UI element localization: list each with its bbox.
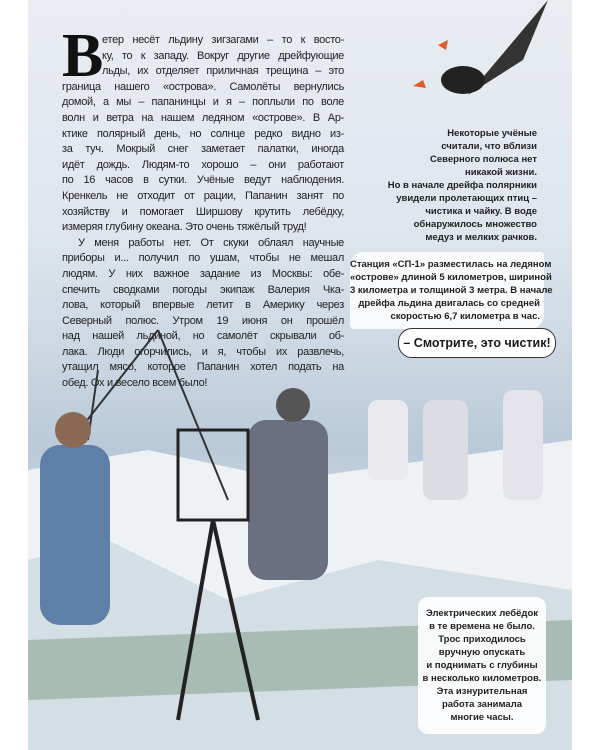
text-line: Северный полюс. Утром 19 июня он прошёл [62,314,344,327]
text-line: ку, то к западу. Вокруг другие дрейфующие [102,49,344,62]
text-line: Некоторые учёные [447,128,537,139]
text-line: спечить сводками погоды экипаж Валерия Чка- [62,283,344,296]
text-line: обед. Ох и весело всем было! [62,377,208,390]
text-line: утащил мясо, которое Папанин хотел подать на [62,361,344,374]
text-line: и поднимать с глубины [426,660,538,671]
text-line: обнаружилось множество [413,219,537,230]
text-line: в несколько километров. [422,673,542,684]
text-line: работа занимала [441,699,523,710]
text-line: Кренкель не отходит от рации, Папанин занят по [62,189,344,202]
text-line: У меня работы нет. От скуки облаял научные [78,236,344,249]
text-line: лова, который впервые летит в Америку через [62,299,344,312]
text-line: измеряя глубину океана. Это очень тяжёлый труд! [62,221,307,234]
text-line: домой, а мы – папанинцы и я – поплыли по воле [62,96,344,109]
text-line: за туч. Мокрый снег заметает палатки, иногда [62,143,344,156]
text-line: волн и ветра на нашем ледяном «острове». В Ар- [62,111,344,124]
text-line: льды, их отделяет приличная трещина – это [102,65,344,78]
text-line: «острове» длиной 5 километров, шириной [350,272,552,283]
text-line: хозяйству и помогает Ширшову крутить лебёдку, [62,205,344,218]
text-line: Электрических лебёдок [425,608,539,619]
text-line: Станция «СП-1» разместилась на ледяном [350,259,552,270]
text-line: чистика и чайку. В воде [425,206,537,217]
text-line: ктике полярный день, но солнце редко видно из- [62,127,344,140]
text-line: многие часы. [450,712,514,723]
text-line: Трос приходилось [438,634,526,645]
text-line: никакой жизни. [464,167,537,178]
text-line: считали, что вблизи [441,141,537,152]
text-line: в те времена не было. [429,621,535,632]
text-line: людям. У них важное задание из Москвы: обе- [62,267,344,280]
caption-winch [418,597,546,734]
drop-cap: В [62,22,104,90]
text-line: Эта изнурительная [436,686,528,697]
text-line: граница нашего «острова». Самолёты вернулись [62,80,344,93]
text-line: Но в начале дрейфа полярники [387,180,537,191]
text-line: по 16 часов в сутки. Учёные ведут наблюдения. [62,174,344,187]
text-line: дрейфа льдина двигалась со средней [358,298,540,309]
text-line: скоростью 6,7 километра в час. [390,311,540,322]
text-line: лака. Люди огорчились, и я, чтобы их развлечь, [62,345,344,358]
caption-birds [388,127,537,244]
text-line: етер несёт льдину зигзагами – то к восто- [102,34,344,46]
caption-station [350,252,553,329]
text-line: Северного полюса нет [430,154,537,165]
text-line: над нашей льдиной, но самолёт скрывали об- [62,330,344,343]
text-line: идёт дождь. Людям-то хорошо – они работают [62,158,344,171]
text-line: вручную опускать [438,647,526,658]
main-story-text [62,33,344,392]
text-line: увидели пролетающих птиц – [396,193,537,204]
text-line: 3 километра и толщиной 3 метра. В начале [350,285,553,296]
text-line: медуз и мелких рачков. [425,232,537,243]
speech-bubble: – Смотрите, это чистик! [398,328,556,358]
text-line: приборы и... получил по ушам, чтобы не мешал [62,252,344,265]
